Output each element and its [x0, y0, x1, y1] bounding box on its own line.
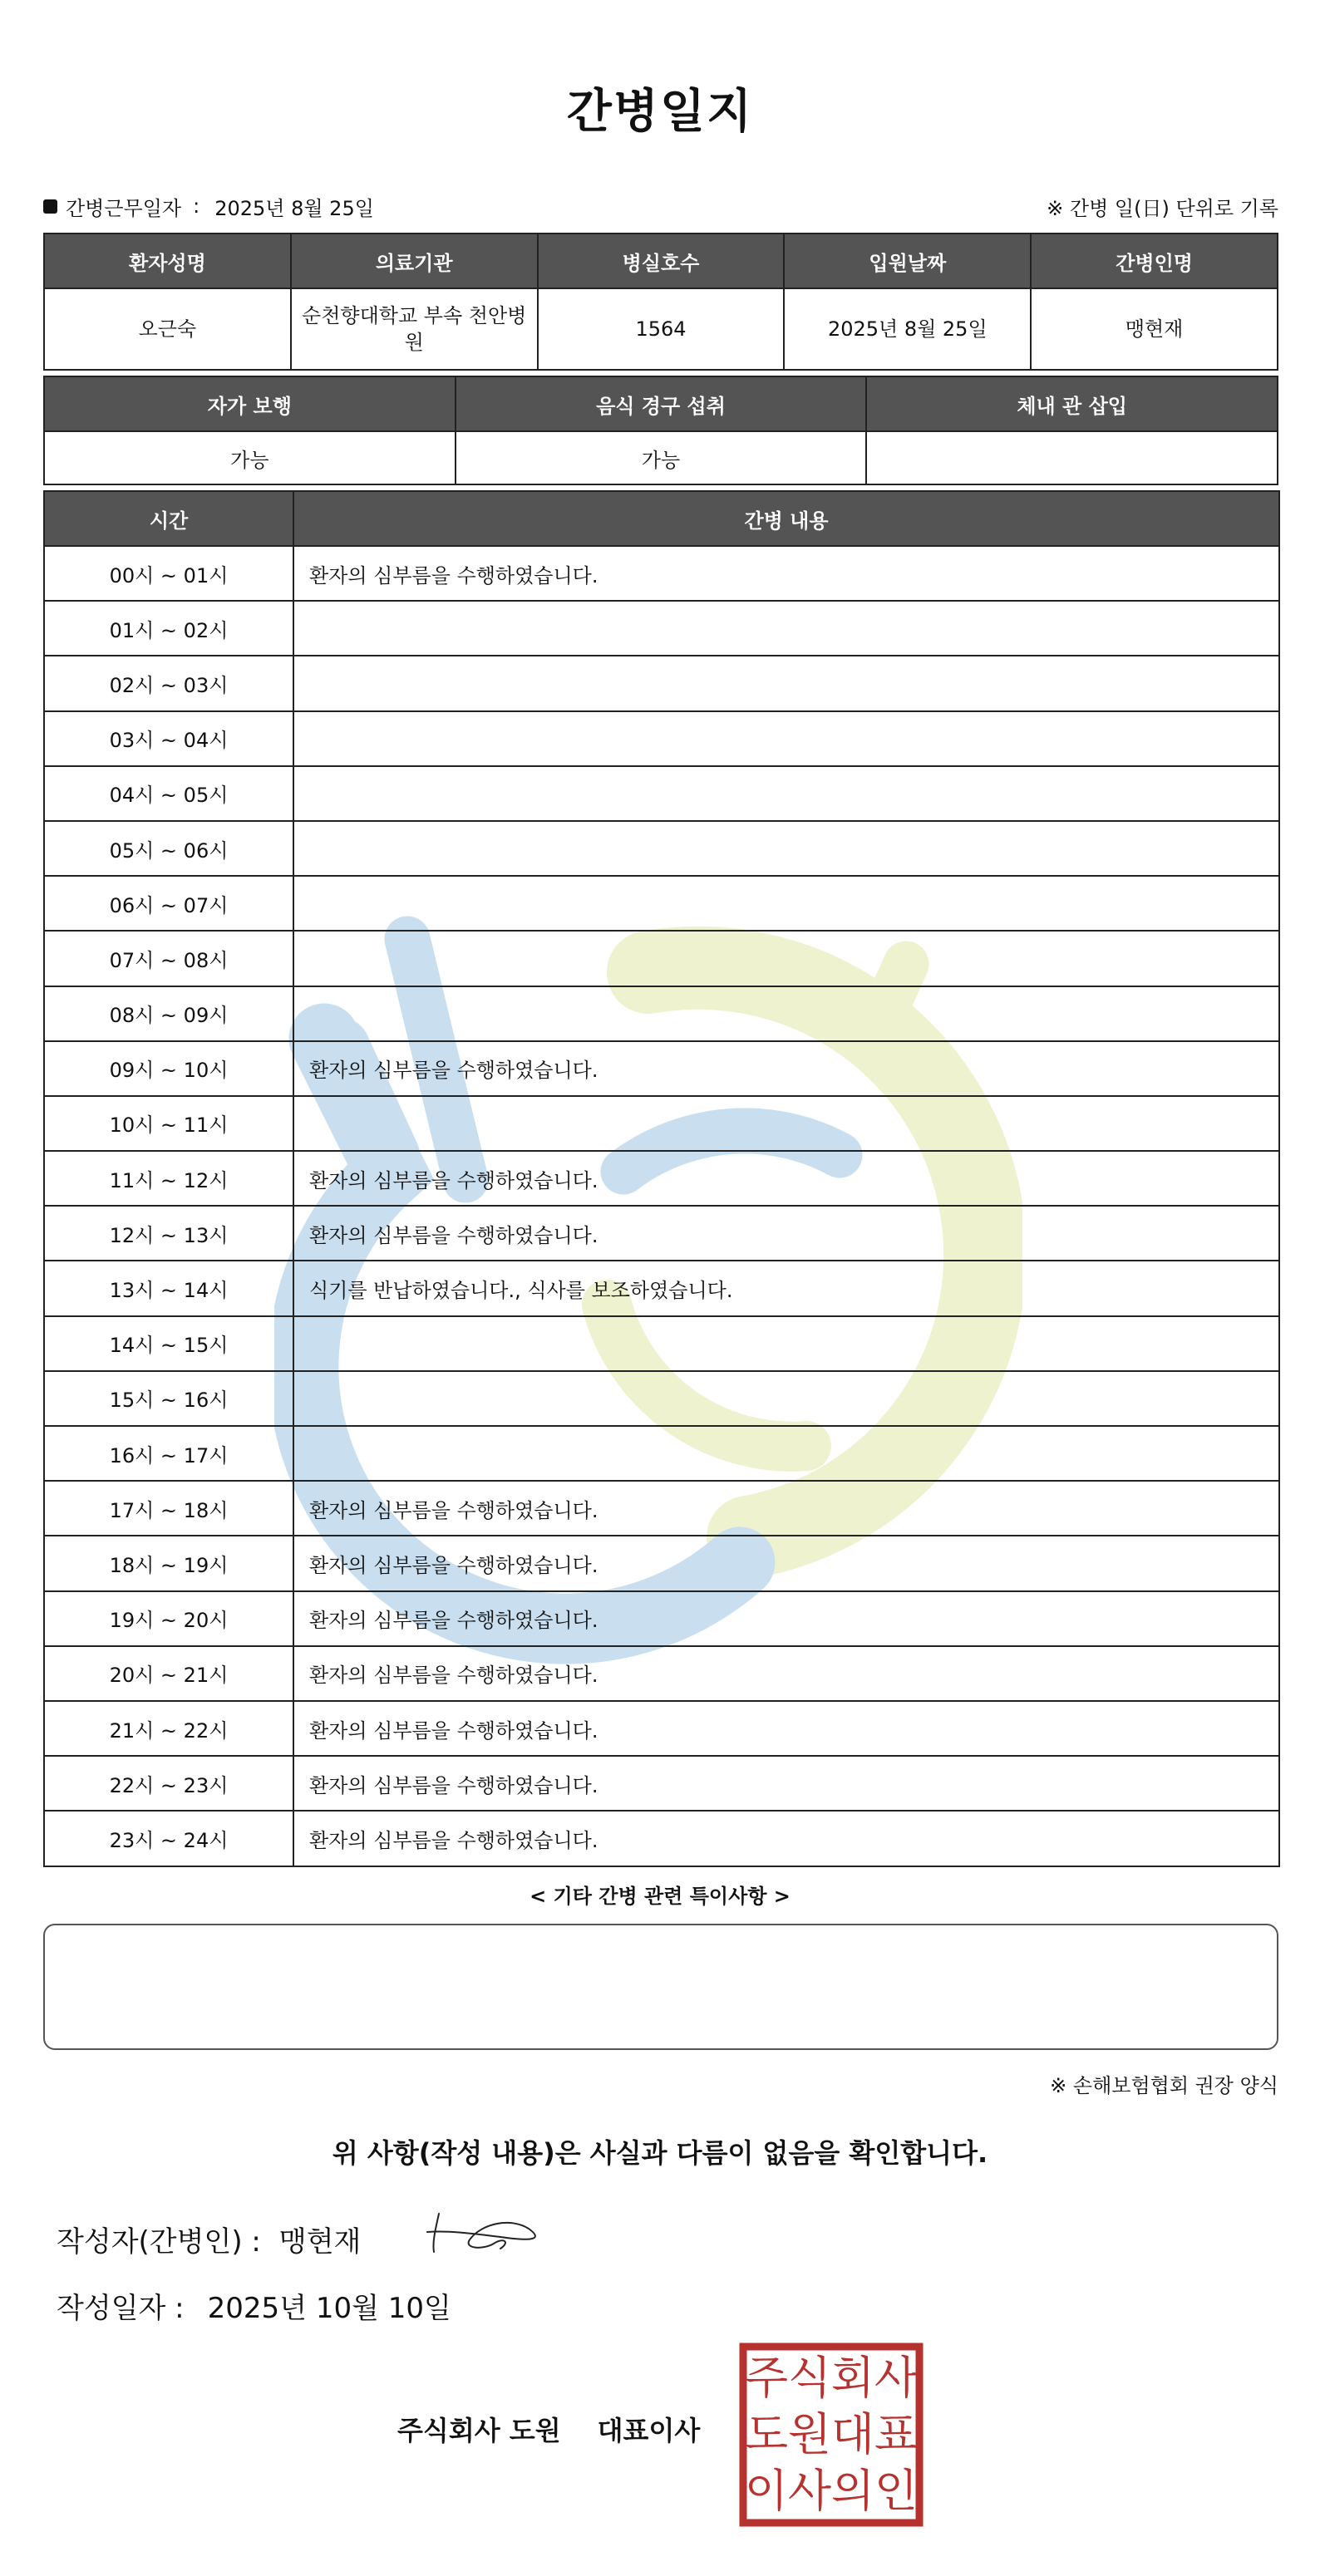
care-log-row	[44, 1206, 1279, 1261]
document-title: 간병일지	[566, 85, 754, 139]
log-content-cell	[293, 711, 1279, 766]
care-log-row	[44, 876, 1279, 931]
seal-character: 사	[787, 2465, 832, 2517]
ceo-title: 대표이사	[597, 2415, 701, 2446]
oral-intake-value: 가능	[456, 431, 867, 484]
log-content-cell	[293, 876, 1279, 931]
log-content-cell: 환자의 심부름을 수행하였습니다.	[293, 1701, 1279, 1756]
log-time-cell: 19시 ~ 20시	[44, 1591, 293, 1646]
care-log-row	[44, 711, 1279, 766]
work-date-label: 간병근무일자	[66, 196, 182, 220]
meta-row	[43, 189, 1278, 223]
record-unit-note: ※ 간병 일(日) 단위로 기록	[1047, 196, 1278, 220]
log-content-cell	[293, 1426, 1279, 1481]
care-log-row	[44, 1316, 1279, 1371]
log-content-cell	[293, 1371, 1279, 1426]
writer-label: 작성자(간병인) :	[57, 2225, 261, 2259]
log-content-cell	[293, 821, 1279, 876]
patient-info-table	[43, 233, 1278, 371]
remarks-box	[43, 1924, 1278, 2050]
confirmation-statement: 위 사항(작성 내용)은 사실과 다름이 없음을 확인합니다.	[332, 2137, 988, 2169]
write-date-row	[57, 2285, 451, 2326]
care-log-row	[44, 821, 1279, 876]
log-time-cell: 01시 ~ 02시	[44, 601, 293, 656]
header-caregiver-name: 간병인명	[1031, 234, 1278, 288]
admission-date: 2025년 8월 25일	[784, 288, 1031, 370]
care-log-row	[44, 656, 1279, 710]
patient-name: 오근숙	[44, 288, 291, 370]
caregiver-name: 맹현재	[1031, 288, 1278, 370]
log-content-cell	[293, 986, 1279, 1041]
header-self-walking: 자가 보행	[44, 376, 456, 431]
log-time-cell: 13시 ~ 14시	[44, 1261, 293, 1315]
care-log-table	[43, 490, 1280, 1867]
log-time-cell: 22시 ~ 23시	[44, 1756, 293, 1811]
care-log-row	[44, 1756, 1279, 1811]
log-time-cell: 05시 ~ 06시	[44, 821, 293, 876]
company-seal-stamp	[738, 2342, 924, 2528]
patient-info-value-row	[44, 288, 1278, 370]
log-content-cell: 환자의 심부름을 수행하였습니다.	[293, 1206, 1279, 1261]
header-room-number: 병실호수	[538, 234, 785, 288]
care-log-body	[44, 546, 1279, 1866]
work-date-value: 2025년 8월 25일	[214, 196, 374, 220]
log-time-cell: 11시 ~ 12시	[44, 1151, 293, 1206]
care-log-row	[44, 1591, 1279, 1646]
write-date-label: 작성일자 :	[57, 2292, 185, 2325]
log-content-cell	[293, 1316, 1279, 1371]
log-time-cell: 23시 ~ 24시	[44, 1811, 293, 1866]
seal-character: 표	[874, 2408, 919, 2460]
log-time-cell: 08시 ~ 09시	[44, 986, 293, 1041]
header-oral-intake: 음식 경구 섭취	[456, 376, 867, 431]
care-log-row	[44, 1426, 1279, 1481]
handwritten-signature	[424, 2209, 549, 2262]
work-date-group	[43, 192, 374, 221]
log-content-cell	[293, 601, 1279, 656]
care-log-row	[44, 986, 1279, 1041]
log-time-cell: 17시 ~ 18시	[44, 1481, 293, 1536]
care-log-row	[44, 1481, 1279, 1536]
log-content-cell: 식기를 반납하였습니다., 식사를 보조하였습니다.	[293, 1261, 1279, 1315]
log-time-cell: 06시 ~ 07시	[44, 876, 293, 931]
header-admission-date: 입원날짜	[784, 234, 1031, 288]
log-content-cell: 환자의 심부름을 수행하였습니다.	[293, 1536, 1279, 1590]
log-time-cell: 18시 ~ 19시	[44, 1536, 293, 1590]
log-time-cell: 00시 ~ 01시	[44, 546, 293, 601]
log-content-cell	[293, 766, 1279, 821]
log-time-cell: 09시 ~ 10시	[44, 1041, 293, 1096]
care-log-row	[44, 1701, 1279, 1756]
patient-status-table	[43, 376, 1278, 485]
seal-character: 의	[830, 2465, 875, 2517]
log-time-cell: 03시 ~ 04시	[44, 711, 293, 766]
patient-status-value-row	[44, 431, 1278, 484]
seal-character: 원	[787, 2408, 832, 2460]
log-content-cell: 환자의 심부름을 수행하였습니다.	[293, 1756, 1279, 1811]
patient-status-header-row	[44, 376, 1278, 431]
care-log-row	[44, 1646, 1279, 1701]
care-log-row	[44, 1261, 1279, 1315]
log-content-cell	[293, 931, 1279, 986]
seal-character: 인	[874, 2465, 919, 2517]
log-content-cell: 환자의 심부름을 수행하였습니다.	[293, 1811, 1279, 1866]
log-time-cell: 02시 ~ 03시	[44, 656, 293, 710]
work-date-colon: :	[193, 194, 200, 218]
care-log-row	[44, 546, 1279, 601]
care-log-row	[44, 1536, 1279, 1590]
remarks-title: < 기타 간병 관련 특이사항 >	[529, 1885, 791, 1908]
care-log-row	[44, 931, 1279, 986]
log-time-cell: 15시 ~ 16시	[44, 1371, 293, 1426]
care-log-row	[44, 766, 1279, 821]
header-time: 시간	[44, 491, 293, 546]
patient-info-header-row	[44, 234, 1278, 288]
log-time-cell: 12시 ~ 13시	[44, 1206, 293, 1261]
log-content-cell	[293, 656, 1279, 710]
care-log-row	[44, 1811, 1279, 1866]
log-content-cell: 환자의 심부름을 수행하였습니다.	[293, 1151, 1279, 1206]
seal-character: 식	[787, 2352, 832, 2404]
medical-institution: 순천향대학교 부속 천안병원	[291, 288, 538, 370]
log-content-cell	[293, 1096, 1279, 1151]
header-tube-insertion: 체내 관 삽입	[866, 376, 1278, 431]
seal-character: 대	[830, 2408, 875, 2460]
writer-name: 맹현재	[278, 2225, 362, 2259]
care-log-header-row	[44, 491, 1279, 546]
log-time-cell: 10시 ~ 11시	[44, 1096, 293, 1151]
log-content-cell: 환자의 심부름을 수행하였습니다.	[293, 1646, 1279, 1701]
log-content-cell: 환자의 심부름을 수행하였습니다.	[293, 1481, 1279, 1536]
tube-insertion-value	[866, 431, 1278, 484]
writer-row	[57, 2219, 361, 2259]
seal-character: 주	[744, 2352, 789, 2404]
seal-character: 도	[744, 2408, 789, 2460]
recommended-form-note: ※ 손해보험협회 권장 양식	[1050, 2074, 1278, 2097]
log-time-cell: 14시 ~ 15시	[44, 1316, 293, 1371]
header-medical-institution: 의료기관	[291, 234, 538, 288]
room-number: 1564	[538, 288, 785, 370]
company-signature-line	[397, 2410, 700, 2448]
log-time-cell: 21시 ~ 22시	[44, 1701, 293, 1756]
seal-character: 이	[744, 2465, 789, 2517]
care-log-row	[44, 1151, 1279, 1206]
log-content-cell: 환자의 심부름을 수행하였습니다.	[293, 1041, 1279, 1096]
square-bullet-icon	[43, 199, 57, 214]
care-log-row	[44, 1096, 1279, 1151]
header-patient-name: 환자성명	[44, 234, 291, 288]
self-walking-value: 가능	[44, 431, 456, 484]
log-time-cell: 16시 ~ 17시	[44, 1426, 293, 1481]
care-log-row	[44, 601, 1279, 656]
write-date-value: 2025년 10월 10일	[207, 2292, 451, 2325]
log-time-cell: 04시 ~ 05시	[44, 766, 293, 821]
header-care-content: 간병 내용	[293, 491, 1279, 546]
seal-character: 사	[874, 2352, 919, 2404]
care-log-row	[44, 1371, 1279, 1426]
log-content-cell: 환자의 심부름을 수행하였습니다.	[293, 1591, 1279, 1646]
log-time-cell: 20시 ~ 21시	[44, 1646, 293, 1701]
log-time-cell: 07시 ~ 08시	[44, 931, 293, 986]
seal-character: 회	[830, 2352, 875, 2404]
log-content-cell: 환자의 심부름을 수행하였습니다.	[293, 546, 1279, 601]
care-log-row	[44, 1041, 1279, 1096]
company-name: 주식회사 도원	[397, 2415, 561, 2446]
